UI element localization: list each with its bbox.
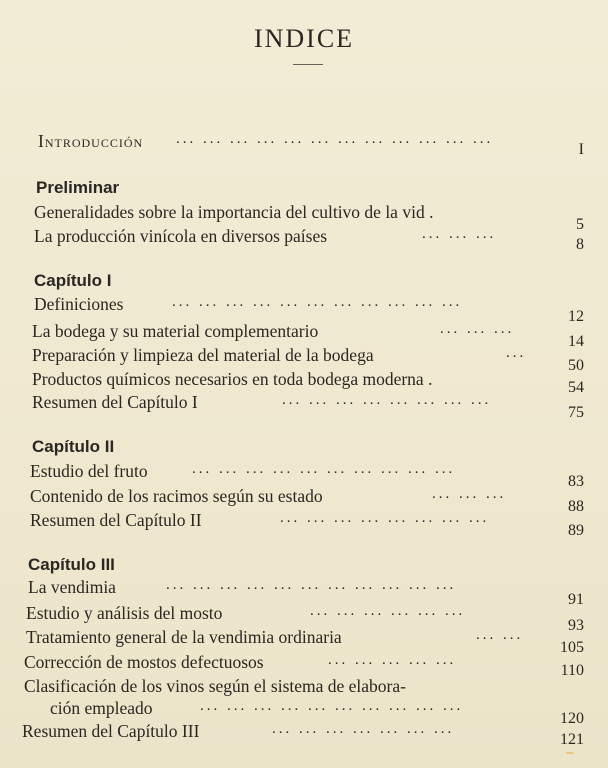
toc-entry[interactable] [0,627,608,656]
toc-entry[interactable] [0,392,608,421]
toc-entry[interactable] [0,577,608,608]
toc-leader-dots: ... ... ... ... ... ... ... ... ... ... [200,698,464,714]
toc-page-number: 75 [568,404,584,421]
toc-entry-continued[interactable] [0,698,608,727]
toc-entry-label: La vendimia [28,577,116,597]
title-rule [293,64,323,65]
toc-entry-label: Introducción [38,131,144,151]
section-heading-capitulo-i: Capítulo I [34,271,112,290]
toc-entry[interactable] [0,345,608,374]
toc-entry-label: La bodega y su material complementario [32,321,319,341]
toc-leader-dots: ... ... ... ... ... ... ... ... ... ... ... [172,294,463,310]
toc-entry[interactable] [0,603,608,634]
toc-leader-dots: ... ... ... ... ... ... ... ... ... ... ... [166,577,457,593]
toc-entry[interactable] [0,676,608,698]
toc-leader-dots: ... ... ... ... ... ... ... [272,721,455,737]
toc-entry-label: Estudio del fruto [30,461,148,481]
toc-page-number: 121 [560,731,584,748]
toc-leader-dots: ... ... ... [440,321,515,337]
toc-leader-dots: ... ... ... ... ... ... ... ... [282,392,492,408]
section-heading-capitulo-iii: Capítulo III [28,555,115,574]
toc-entry[interactable] [0,486,608,515]
toc-page-number: 120 [560,710,584,727]
page-title: INDICE [253,24,355,53]
toc-entry-label: Corrección de mostos defectuosos [24,652,264,672]
toc-entry-label: Resumen del Capítulo II [30,510,202,530]
toc-entry-label: Resumen del Capítulo III [22,721,200,741]
toc-page-number: 89 [568,522,584,539]
toc-page-number: 110 [560,662,584,679]
toc-entry[interactable] [0,202,608,233]
toc-leader-dots: ... ... ... ... ... [328,652,457,668]
toc-page-number: 54 [568,379,584,396]
toc-leader-dots: ... ... [476,627,524,643]
toc-entry-label: ción empleado [50,698,153,718]
section-heading-preliminar: Preliminar [36,178,120,197]
toc-page-number: 12 [568,308,584,325]
toc-leader-dots: ... ... ... ... ... ... [310,603,466,619]
toc-page-number: 14 [568,333,584,350]
toc-page-number: I [578,141,584,158]
toc-entry[interactable] [0,652,608,679]
toc-entry[interactable] [0,294,608,325]
toc-entry-label: Productos químicos necesarios en toda bodega moderna . [32,369,433,389]
watermark-logo [566,752,574,754]
toc-page-number: 83 [568,473,584,490]
toc-entry[interactable] [0,721,608,748]
toc-entry-label: Definiciones [34,294,124,314]
toc-entry-label: Estudio y análisis del mosto [26,603,223,623]
section-heading-capitulo-ii: Capítulo II [32,437,115,456]
toc-leader-dots: ... [506,345,527,361]
toc-entry[interactable] [0,461,608,490]
toc-leader-dots: ... ... ... ... ... ... ... ... ... ... [192,461,456,477]
toc-page-number: 93 [568,617,584,634]
toc-entry[interactable] [0,369,608,396]
toc-page-number: 91 [568,591,584,608]
toc-entry-label: Preparación y limpieza del material de la bodega [32,345,374,365]
toc-entry-introduccion[interactable] [0,131,608,158]
toc-page-number: 88 [568,498,584,515]
toc-page-number: 8 [576,236,584,253]
toc-leader-dots: ... ... ... [432,486,507,502]
toc-page-number: 50 [568,357,584,374]
toc-leader-dots: ... ... ... ... ... ... ... ... ... ... ... ... [176,131,494,147]
toc-entry-label: Tratamiento general de la vendimia ordinaria [26,627,342,647]
toc-leader-dots: ... ... ... ... ... ... ... ... [280,510,490,526]
toc-entry-label: Clasificación de los vinos según el sistema de elabora- [24,676,406,696]
toc-entry-label: Contenido de los racimos según su estado [30,486,323,506]
toc-entry-label: Resumen del Capítulo I [32,392,198,412]
toc-entry-label: La producción vinícola en diversos países [34,226,328,246]
toc-page-number: 5 [576,216,584,233]
toc-entry[interactable] [0,226,608,253]
toc-entry[interactable] [0,510,608,539]
toc-page-number: 105 [560,639,584,656]
toc-entry[interactable] [0,321,608,350]
toc-entry-label: Generalidades sobre la importancia del cultivo de la vid . [34,202,434,222]
toc-leader-dots: ... ... ... [422,226,497,242]
